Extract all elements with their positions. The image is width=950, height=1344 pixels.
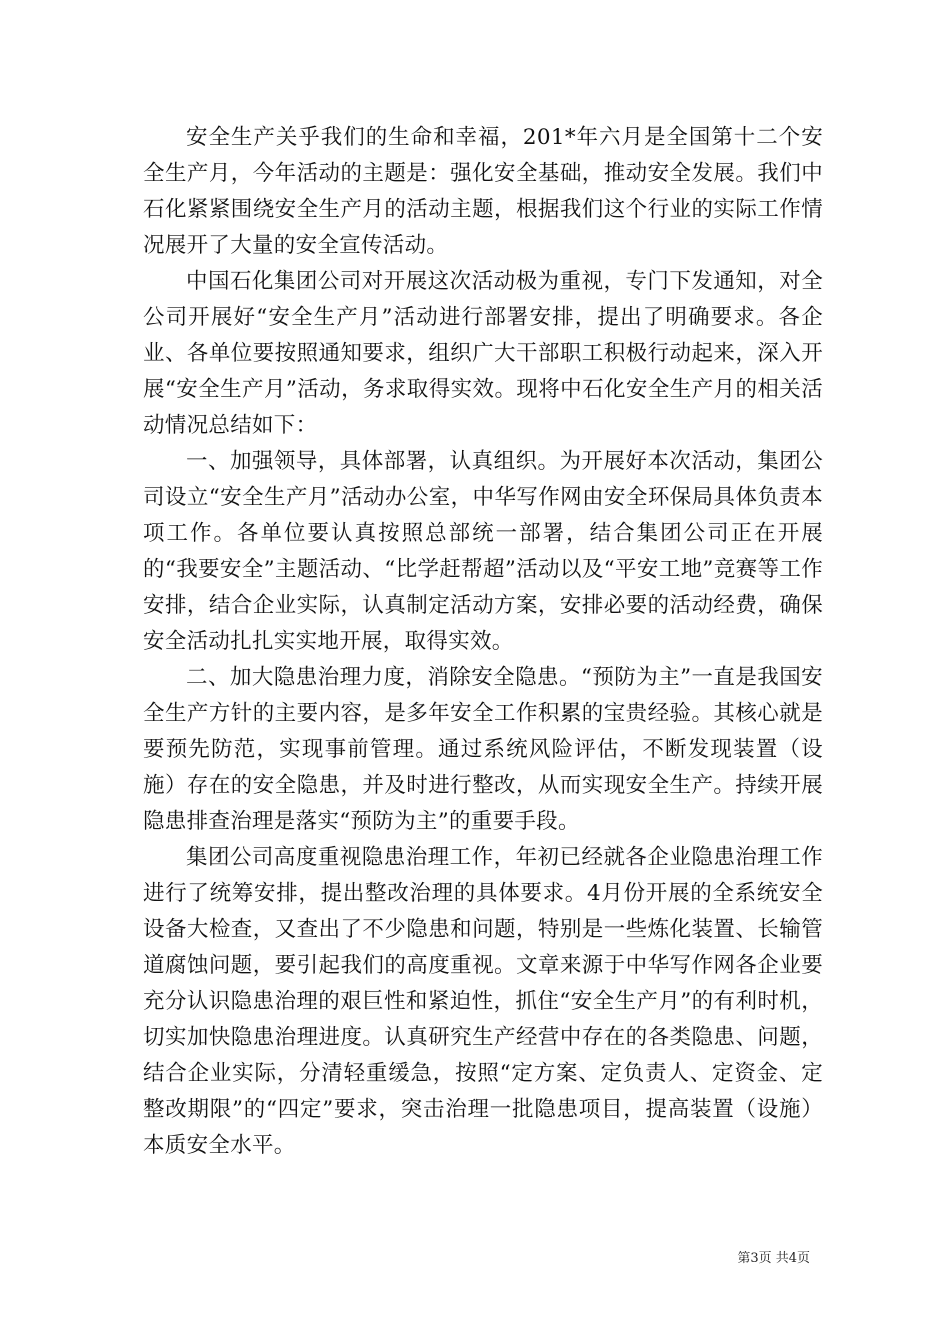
paragraph-notice: 中国石化集团公司对开展这次活动极为重视，专门下发通知，对全公司开展好“安全生产月”活动进行部署安排，提出了明确要求。各企业、各单位要按照通知要求，组织广大干部职工积极行动起来，深入开展“安全生产月”活动，务求取得实效。现将中石化安全生产月的相关活动情况总结如下： — [143, 269, 823, 438]
paragraph-section-one: 一、加强领导，具体部署，认真组织。为开展好本次活动，集团公司设立“安全生产月”活动办公室，中华写作网由安全环保局具体负责本项工作。各单位要认真按照总部统一部署，结合集团公司正在开展的“我要安全”主题活动、“比学赶帮超”活动以及“平安工地”竞赛等工作安排，结合企业实际，认真制定活动方案，安排必要的活动经费，确保安全活动扎扎实实地开展，取得实效。 — [143, 449, 823, 654]
paragraph-section-two: 二、加大隐患治理力度，消除安全隐患。“预防为主”一直是我国安全生产方针的主要内容，是多年安全工作积累的宝贵经验。其核心就是要预先防范，实现事前管理。通过系统风险评估，不断发现装置（设施）存在的安全隐患，并及时进行整改，从而实现安全生产。持续开展隐患排查治理是落实“预防为主”的重要手段。 — [143, 665, 823, 834]
document-body — [143, 120, 823, 1164]
page-number: 第3页 共4页 — [737, 1251, 810, 1266]
paragraph-intro: 安全生产关乎我们的生命和幸福，201*年六月是全国第十二个安全生产月，今年活动的主题是：强化安全基础，推动安全发展。我们中石化紧紧围绕安全生产月的活动主题，根据我们这个行业的实际工作情况展开了大量的安全宣传活动。 — [143, 125, 823, 258]
paragraph-hazard-control: 集团公司高度重视隐患治理工作，年初已经就各企业隐患治理工作进行了统筹安排，提出整改治理的具体要求。4月份开展的全系统安全设备大检查，又查出了不少隐患和问题，特别是一些炼化装置、长输管道腐蚀问题，要引起我们的高度重视。文章来源于中华写作网各企业要充分认识隐患治理的艰巨性和紧迫性，抓住“安全生产月”的有利时机，切实加快隐患治理进度。认真研究生产经营中存在的各类隐患、问题，结合企业实际，分清轻重缓急，按照“定方案、定负责人、定资金、定整改期限”的“四定”要求，突击治理一批隐患项目，提高装置（设施）本质安全水平。 — [143, 845, 823, 1158]
